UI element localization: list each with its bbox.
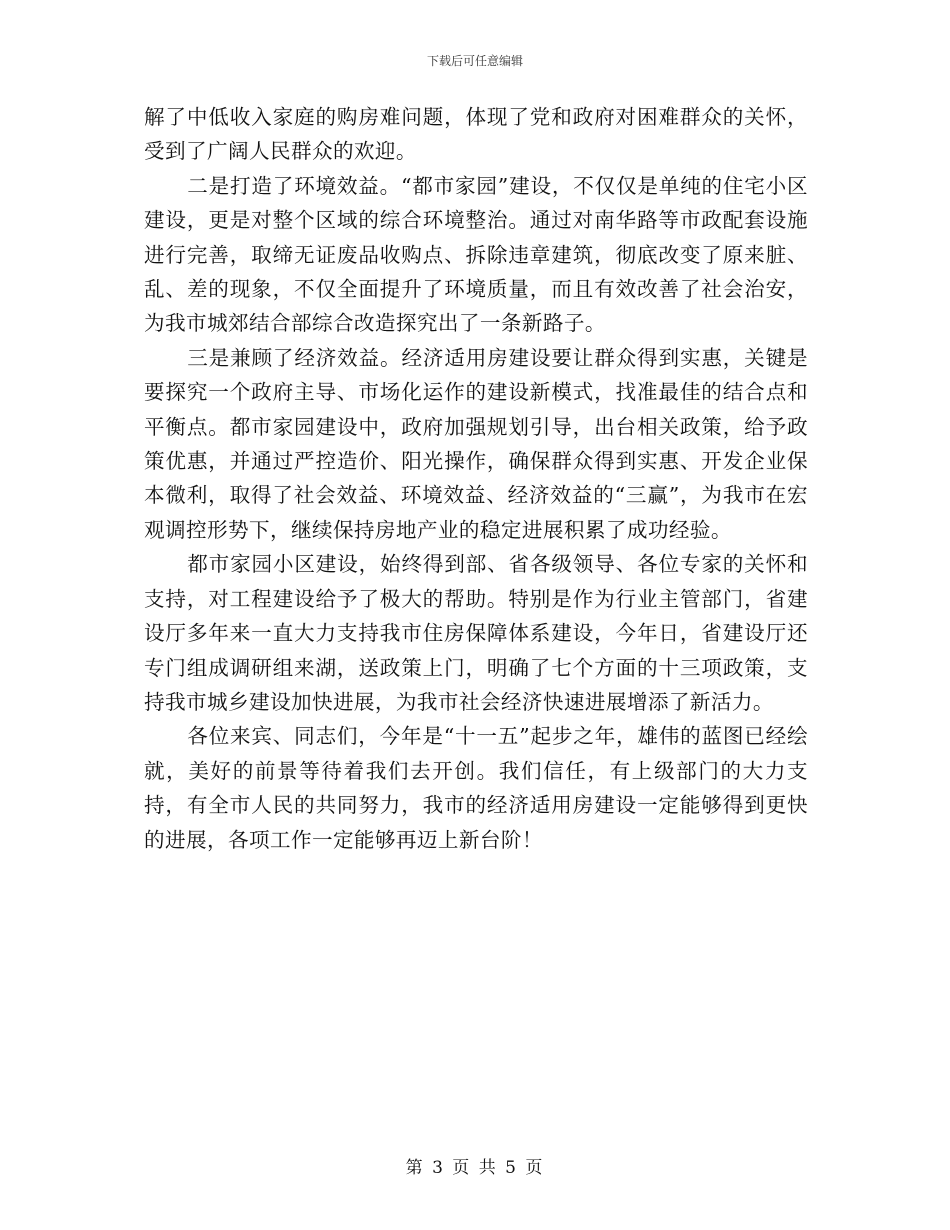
paragraph-continuation: 解了中低收入家庭的购房难问题，体现了党和政府对困难群众的关怀，受到了广阔人民群众的欢迎。 — [144, 105, 808, 164]
document-body — [144, 100, 808, 857]
paragraph-support: 都市家园小区建设，始终得到部、省各级领导、各位专家的关怀和支持，对工程建设给予了极大的帮助。特别是作为行业主管部门，省建设厅多年来一直大力支持我市住房保障体系建设，今年日，省建设厅还专门组成调研组来湖，送政策上门，明确了七个方面的十三项政策，支持我市城乡建设加快进展，为我市社会经济快速进展增添了新活力。 — [144, 552, 808, 714]
page-number-label: 第 3 页 共 5 页 — [405, 1158, 545, 1178]
page-number-footer — [0, 1153, 950, 1178]
paragraph-economic-benefit: 三是兼顾了经济效益。经济适用房建设要让群众得到实惠，关键是要探究一个政府主导、市场化运作的建设新模式，找准最佳的结合点和平衡点。都市家园建设中，政府加强规划引导，出台相关政策，给予政策优惠，并通过严控造价、阳光操作，确保群众得到实惠、开发企业保本微利，取得了社会效益、环境效益、经济效益的“三赢”，为我市在宏观调控形势下，继续保持房地产业的稳定进展积累了成功经验。 — [144, 345, 808, 542]
paragraph-environment-benefit: 二是打造了环境效益。“都市家园”建设，不仅仅是单纯的住宅小区建设，更是对整个区域的综合环境整治。通过对南华路等市政配套设施进行完善，取缔无证废品收购点、拆除违章建筑，彻底改变了原来脏、乱、差的现象，不仅全面提升了环境质量，而且有效改善了社会治安，为我市城郊结合部综合改造探究出了一条新路子。 — [144, 173, 808, 336]
paragraph-closing: 各位来宾、同志们，今年是“十一五”起步之年，雄伟的蓝图已经绘就，美好的前景等待着我们去开创。我们信任，有上级部门的大力支持，有全市人民的共同努力，我市的经济适用房建设一定能够得到更快的进展，各项工作一定能够再迈上新台阶！ — [144, 724, 808, 852]
page-header-note: 下载后可任意编辑 — [426, 54, 523, 68]
